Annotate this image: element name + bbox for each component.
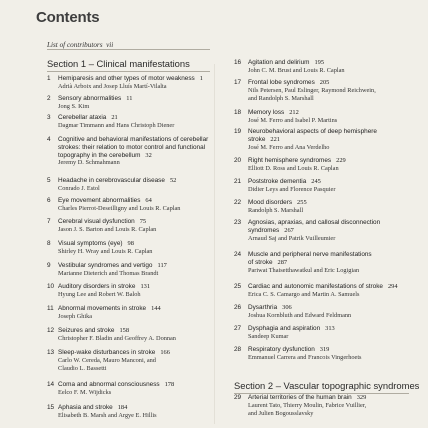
page-number: 195 [314,59,325,66]
page-number: 184 [117,404,128,411]
page-number: 212 [289,109,299,116]
chapter-number: 17 [234,79,242,86]
section-1-rule [47,71,210,72]
chapter-title: strokes: their relation to motor control and functional [58,143,206,151]
page-title: Contents [36,9,100,26]
entry-body [58,95,132,111]
chapter-number: 4 [47,136,51,143]
chapter-authors: Erica C. S. Camargo and Martin A. Samuels [248,290,360,298]
contributors-label: List of contributors [47,41,103,49]
entry-body [58,381,174,397]
chapter-number: 29 [234,394,242,401]
chapter-title: Auditory disorders in stroke 131 [58,283,151,290]
entry-body [248,325,335,341]
chapter-authors: Randolph S. Marshall [248,206,304,214]
chapter-number: 9 [47,262,51,269]
chapter-authors: Emmanuel Carrera and Francois Vingerhoets [248,353,362,361]
column-gutter [214,64,215,424]
page-number: 75 [139,218,147,225]
chapter-authors: Pariwat Thaisetthawatkul and Eric Logigian [248,266,360,274]
chapter-title: Vestibular syndromes and vertigo 117 [58,262,167,269]
page-number: 294 [387,283,398,290]
entry-body [58,283,150,299]
chapter-title: Seizures and stroke 158 [58,327,130,334]
entry-body [58,262,167,278]
chapter-number: 12 [47,327,55,334]
entry-body [248,346,362,362]
chapter-title: Dysphagia and aspiration 313 [248,325,335,332]
entry-body [58,349,170,372]
page-number: 329 [356,394,367,401]
chapter-title: Cerebellar ataxia 21 [58,114,118,121]
chapter-number: 20 [234,157,242,164]
entry-body [58,177,176,193]
chapter-title: syndromes 267 [248,226,294,234]
page-number: 319 [319,346,330,353]
chapter-authors: and Julien Bogousslavsky [248,409,314,417]
chapter-authors: Adrià Arboix and Josep Lluís Martí-Vilalta [58,82,167,90]
section-1-heading: Section 1 – Clinical manifestations [47,58,190,69]
chapter-number: 3 [47,114,51,121]
entry-body [58,404,157,420]
contributors-rule [47,49,210,50]
chapter-title: of stroke 287 [248,258,288,266]
page-number: 313 [325,325,335,332]
chapter-authors: Arnaud Saj and Patrik Vuilleumier [248,234,336,242]
chapter-title: Cerebral visual dysfunction 75 [58,218,147,225]
entry-body [248,304,351,320]
entry-body [248,251,372,274]
page-number: 221 [270,135,280,143]
chapter-number: 13 [47,349,55,356]
page-number: 1 [199,75,203,82]
chapter-title: Dysarthria 306 [248,304,292,311]
entry-body [248,59,345,75]
page-number: 205 [319,79,330,86]
page-number: 64 [145,197,152,204]
chapter-number: 24 [234,251,242,258]
chapter-authors: Jason J. S. Barton and Louis R. Caplan [58,225,157,233]
chapter-title: topography in the cerebellum 32 [58,151,152,159]
chapter-number: 27 [234,325,242,332]
page-number: 166 [160,349,170,356]
chapter-authors: José M. Ferro and Isabel P. Martins [248,116,338,124]
chapter-title: Aphasia and stroke 184 [58,404,128,411]
chapter-title: Mood disorders 255 [248,199,307,206]
chapter-title: Cognitive and behavioral manifestations of cerebellar [58,136,209,143]
chapter-title: Sleep-wake disturbances in stroke 166 [58,349,170,356]
entry-body [58,218,156,234]
entry-body [248,178,335,194]
chapter-title: Hemiparesis and other types of motor weakness 1 [58,75,203,82]
chapter-authors: Charles Pierrot-Deseilligny and Louis R. Caplan [58,204,181,212]
chapter-title: Coma and abnormal consciousness 178 [58,381,175,388]
page-number: 21 [111,114,118,121]
chapter-number: 23 [234,219,242,226]
chapter-number: 11 [47,305,54,312]
page-number: 117 [157,262,167,269]
page-number: 32 [145,151,152,159]
chapter-number: 1 [47,75,51,82]
entry-body [58,327,176,343]
chapter-authors: Jeremy D. Schmahmann [58,159,120,167]
chapter-title: Eye movement abnormalities 64 [58,197,152,204]
entry-body [248,109,337,125]
chapter-number: 28 [234,346,242,353]
page-number: 267 [284,226,294,234]
page-number: 245 [311,178,321,185]
entry-body [248,394,366,417]
chapter-number: 2 [47,95,51,102]
entry-body [58,136,208,167]
entry-body [58,75,203,91]
entry-body [58,240,152,256]
chapter-title: Visual symptoms (eye) 98 [58,240,134,247]
chapter-authors: Joshua Kornbluth and Edward Feldmann [248,311,352,319]
chapter-authors: Conrado J. Estol [58,184,100,192]
chapter-authors: John C. M. Brust and Louis R. Caplan [248,66,345,74]
chapter-number: 26 [234,304,242,311]
chapter-authors: Carlo W. Cereda, Mauro Manconi, and [58,356,156,364]
contributors-entry[interactable] [47,41,113,49]
chapter-authors: Sandeep Kumar [248,332,289,340]
chapter-title: Agitation and delirium 195 [248,59,325,66]
chapter-title: Headache in cerebrovascular disease 52 [58,177,177,184]
chapter-authors: José M. Ferro and Ana Verdelho [248,143,330,151]
chapter-title: Neurobehavioral aspects of deep hemisphere [248,128,377,135]
page-number: 178 [164,381,175,388]
chapter-number: 14 [47,381,55,388]
chapter-title: Arterial territories of the human brain 329 [248,394,367,401]
chapter-authors: Didier Leys and Florence Pasquier [248,185,336,193]
chapter-number: 7 [47,218,51,225]
page-number: 144 [151,305,161,312]
page-number: 131 [140,283,151,290]
chapter-number: 25 [234,283,242,290]
section-2-heading: Section 2 – Vascular topographic syndromes [234,380,420,391]
chapter-authors: Jong S. Kim [58,102,90,110]
chapter-authors: Dagmar Timmann and Hans Christoph Diener [58,121,175,129]
entry-body [248,219,380,242]
page-number: 52 [169,177,177,184]
chapter-title: Right hemisphere syndromes 229 [248,157,346,164]
chapter-number: 10 [47,283,55,290]
chapter-authors: Christopher F. Bladin and Geoffrey A. Donnan [58,334,176,342]
chapter-title: Cardiac and autonomic manifestations of stroke 294 [248,283,398,290]
page-number: 11 [126,95,133,102]
chapter-number: 22 [234,199,242,206]
page-number: 229 [336,157,346,164]
chapter-title: Abnormal movements in stroke 144 [58,305,161,312]
chapter-authors: and Randolph S. Marshall [248,94,314,102]
chapter-title: Respiratory dysfunction 319 [248,346,330,353]
contributors-page: vii [106,41,114,49]
entry-body [248,128,377,151]
chapter-authors: Elisabeth B. Marsh and Argye E. Hillis [58,411,157,419]
page-number: 158 [119,327,130,334]
chapter-number: 21 [234,178,242,185]
chapter-authors: Joseph Ghika [58,312,93,320]
page-number: 255 [297,199,307,206]
chapter-number: 5 [47,177,51,184]
chapter-authors: Laurent Tato, Thierry Moulin, Fabrice Vuillier, [248,401,367,409]
chapter-number: 18 [234,109,242,116]
chapter-title: Memory loss 212 [248,109,299,116]
chapter-title: stroke 221 [248,135,280,143]
chapter-authors: Claudio L. Bassetti [58,364,107,372]
chapter-title: Agnosias, apraxias, and callosal disconnection [248,219,381,226]
chapter-authors: Nils Petersen, Paul Eslinger, Raymond Reichwein, [248,86,376,94]
chapter-authors: Eelco F. M. Wijdicks [58,388,112,396]
page-number: 287 [277,258,288,266]
page-number: 306 [282,304,292,311]
entry-body [58,305,161,321]
entry-body [248,79,376,102]
chapter-authors: Elliott D. Ross and Louis R. Caplan [248,164,339,172]
entry-body [248,157,346,173]
entry-body [58,114,174,130]
entry-body [248,283,398,299]
chapter-title: Muscle and peripheral nerve manifestations [248,251,372,258]
chapter-title: Frontal lobe syndromes 205 [248,79,330,86]
chapter-number: 19 [234,128,242,135]
entry-body [58,197,180,213]
chapter-number: 15 [47,404,55,411]
chapter-authors: Hyung Lee and Robert W. Baloh [58,290,141,298]
chapter-title: Sensory abnormalities 11 [58,95,133,102]
chapter-number: 6 [47,197,51,204]
chapter-authors: Marianne Dieterich and Thomas Brandt [58,269,159,277]
entry-body [248,199,307,215]
chapter-number: 16 [234,59,242,66]
chapter-title: Poststroke dementia 245 [248,178,321,185]
chapter-number: 8 [47,240,51,247]
page-number: 98 [127,240,134,247]
chapter-authors: Shirley H. Wray and Louis R. Caplan [58,247,153,255]
